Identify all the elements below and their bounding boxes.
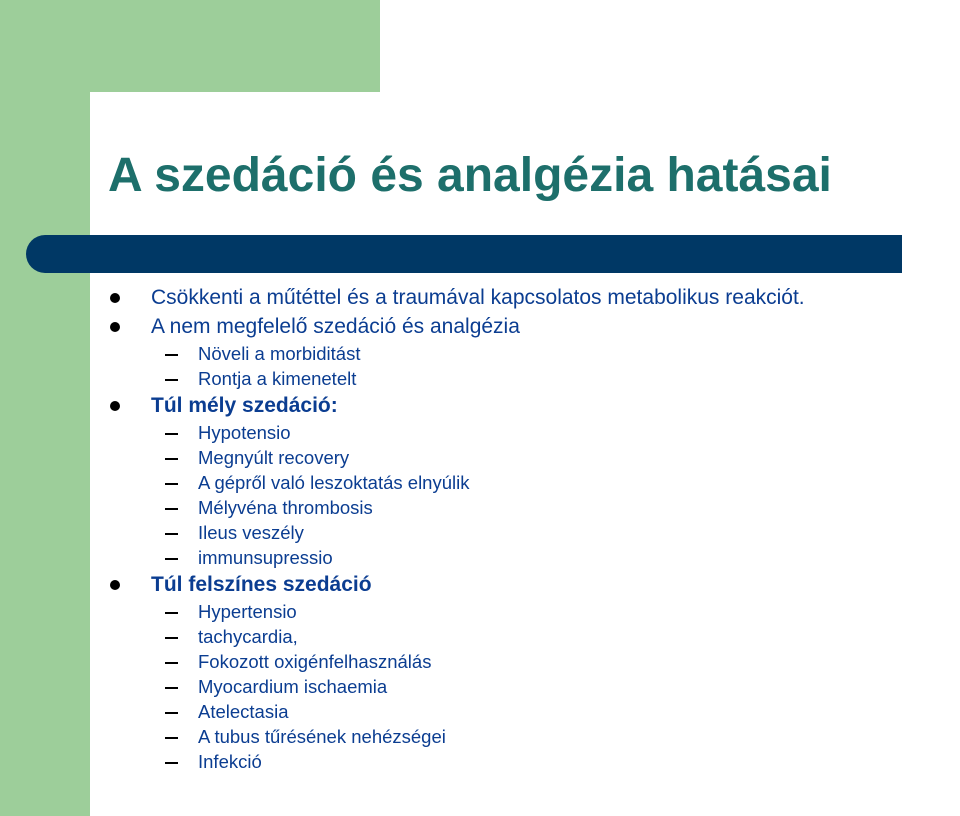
dash-icon [165,612,178,614]
bullet-text: Rontja a kimenetelt [198,368,357,389]
bullet-text: Atelectasia [198,701,289,722]
dash-icon [165,508,178,510]
bullet-dot-icon [110,580,120,590]
dash-icon [165,762,178,764]
sub-bullet-item [108,521,960,546]
dash-icon [165,637,178,639]
bullet-dot-icon [110,322,120,332]
sub-bullet-item [108,625,960,650]
bullet-dot-icon [110,293,120,303]
dash-icon [165,558,178,560]
bullet-text: A nem megfelelő szedáció és analgézia [151,315,520,338]
bullet-text: Túl felszínes szedáció [151,573,372,596]
dash-icon [165,354,178,356]
bullet-text: Fokozott oxigénfelhasználás [198,651,432,672]
sub-bullet-item [108,471,960,496]
dash-icon [165,483,178,485]
bullet-text: tachycardia, [198,626,298,647]
sub-bullet-item [108,546,960,571]
bullet-text: Myocardium ischaemia [198,676,388,697]
bullet-text: Mélyvéna thrombosis [198,497,373,518]
bullet-text: A tubus tűrésének nehézségei [198,726,446,747]
sub-bullet-item [108,496,960,521]
sub-bullet-item [108,421,960,446]
bullet-text: Csökkenti a műtéttel és a traumával kapcsolatos metabolikus reakciót. [151,286,805,309]
bullet-item [108,313,960,342]
bullet-text: Infekció [198,751,262,772]
sub-bullet-item [108,675,960,700]
dash-icon [165,687,178,689]
dash-icon [165,737,178,739]
bullet-item [108,284,960,313]
bullet-item [108,392,960,421]
sub-bullet-item [108,600,960,625]
dash-icon [165,458,178,460]
dash-icon [165,379,178,381]
bullet-text: A gépről való leszoktatás elnyúlik [198,472,470,493]
bullet-list [108,284,960,775]
bullet-text: immunsupressio [198,547,333,568]
bullet-item [108,571,960,600]
sub-bullet-item [108,367,960,392]
bullet-text: Hypertensio [198,601,297,622]
bullet-text: Hypotensio [198,422,291,443]
sub-bullet-item [108,750,960,775]
bullet-dot-icon [110,401,120,411]
sub-bullet-item [108,342,960,367]
dash-icon [165,433,178,435]
title-divider-bar [26,235,902,273]
sub-bullet-item [108,446,960,471]
bullet-text: Túl mély szedáció: [151,394,338,417]
dash-icon [165,662,178,664]
bullet-text: Ileus veszély [198,522,304,543]
green-band-left [0,0,90,816]
dash-icon [165,533,178,535]
sub-bullet-item [108,650,960,675]
slide-title: A szedáció és analgézia hatásai [108,149,832,202]
bullet-text: Megnyúlt recovery [198,447,350,468]
bullet-text: Növeli a morbiditást [198,343,361,364]
dash-icon [165,712,178,714]
sub-bullet-item [108,700,960,725]
sub-bullet-item [108,725,960,750]
